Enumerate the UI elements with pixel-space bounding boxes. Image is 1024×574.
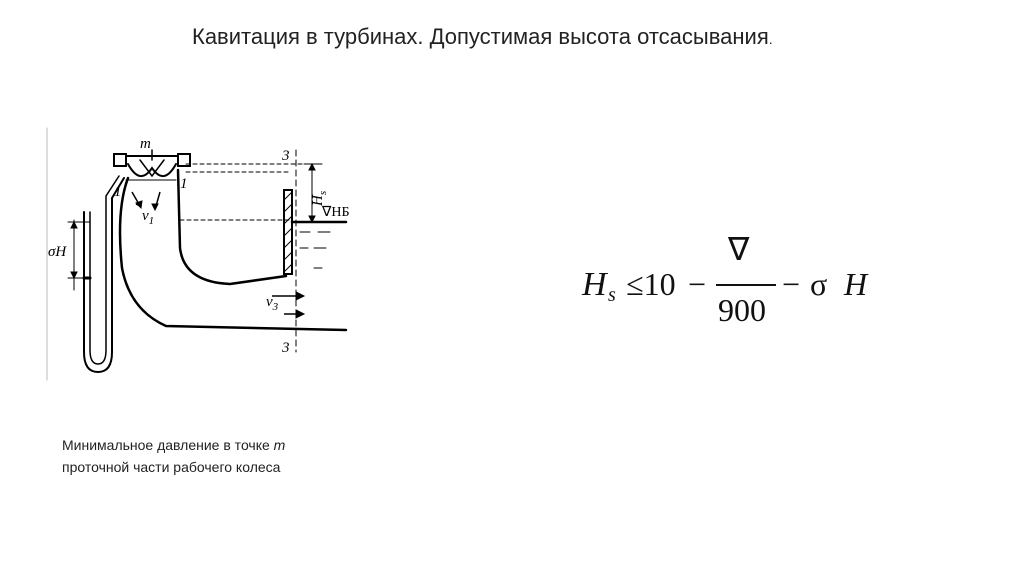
formula-fraction-bar bbox=[716, 284, 776, 286]
caption-line-1 bbox=[62, 434, 285, 456]
caption-line-1-text: Минимальное давление в точке bbox=[62, 437, 274, 453]
formula-numerator: ∇ bbox=[728, 231, 750, 267]
sigma-h-arrow-head-top bbox=[71, 222, 77, 228]
draft-tube-inner-wall bbox=[178, 170, 286, 284]
label-sigma-h: σH bbox=[48, 244, 67, 260]
formula-minus-1: − bbox=[688, 266, 707, 302]
gauge-tube-inner bbox=[90, 176, 119, 364]
slide-title-dot: . bbox=[768, 31, 773, 47]
formula-sigma: σ bbox=[810, 266, 828, 302]
label-v1: $v_1$ bbox=[142, 208, 155, 227]
formula-lhs: H bbox=[582, 266, 607, 303]
v3-arrow-head-1 bbox=[296, 292, 304, 300]
formula-rhs: H bbox=[844, 266, 868, 302]
label-3-bottom: 3 bbox=[282, 340, 290, 356]
label-nb: ∇НБ bbox=[322, 205, 350, 220]
v1-arrow-right-head bbox=[152, 204, 158, 210]
formula-relation: ≤10 bbox=[626, 266, 676, 302]
caption-line-2: проточной части рабочего колеса bbox=[62, 459, 281, 475]
caption bbox=[62, 434, 285, 478]
label-hs: $H_s$ bbox=[310, 190, 329, 206]
caption-point: m bbox=[273, 437, 286, 453]
suction-height-formula bbox=[580, 231, 880, 330]
label-m: m bbox=[140, 136, 151, 152]
runner-blades bbox=[128, 164, 176, 176]
formula-lhs-sub: s bbox=[608, 284, 616, 306]
label-1-right: 1 bbox=[180, 176, 188, 192]
hs-arrow-head-top bbox=[309, 164, 315, 170]
slide-title-text: Кавитация в турбинах. Допустимая высота отсасывания bbox=[192, 24, 769, 49]
sigma-h-arrow-head-bottom bbox=[71, 272, 77, 278]
water-dashes bbox=[300, 232, 330, 268]
wall-hatch bbox=[284, 192, 292, 272]
label-v3: $v_3$ bbox=[266, 294, 279, 313]
label-1-left: 1 bbox=[114, 184, 122, 200]
label-3-top: 3 bbox=[282, 148, 290, 164]
formula-denominator: 900 bbox=[718, 292, 766, 328]
formula-minus-2: − bbox=[782, 266, 801, 302]
v3-arrow-head-2 bbox=[296, 310, 304, 318]
flange-left bbox=[114, 154, 126, 166]
